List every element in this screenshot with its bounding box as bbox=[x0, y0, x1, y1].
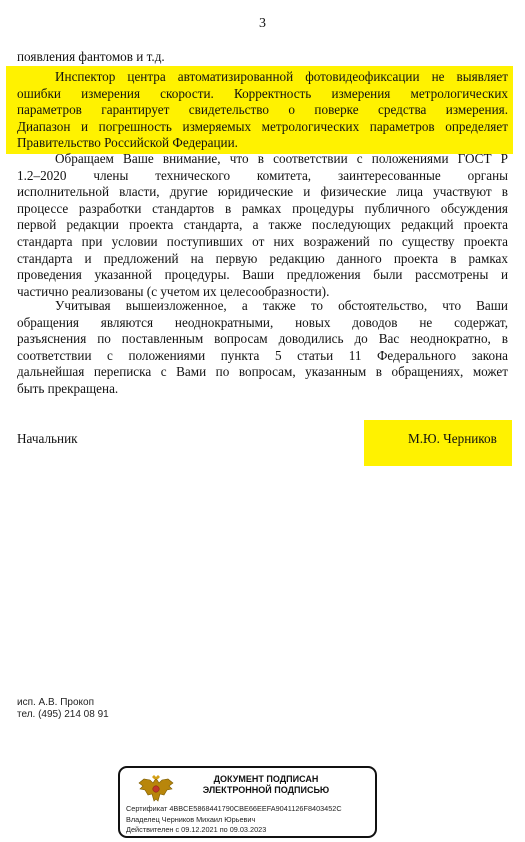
text-line: Учитывая вышеизложенное, а также то обстоятельство, что Ваши bbox=[55, 298, 508, 313]
stamp-validity: Действителен с 09.12.2021 по 09.03.2023 bbox=[126, 825, 267, 834]
text-line: проведения указанной процедуры. Ваши предложения были рассмотрены и bbox=[17, 267, 508, 283]
text-line: 1.2–2020 члены технического комитета, заинтересованные органы bbox=[17, 167, 508, 183]
signatory-name: М.Ю. Черников bbox=[408, 431, 497, 446]
signatory-position: Начальник bbox=[17, 431, 78, 446]
text-line: Диапазон и погрешность измеряемых метрологических параметров определяет bbox=[17, 118, 508, 134]
executor-name: исп. А.В. Прокоп bbox=[17, 697, 95, 708]
page-number: 3 bbox=[259, 16, 266, 31]
stamp-title bbox=[186, 774, 346, 796]
text-line: исполнительной власти, другие юридические и физические лица участвуют в bbox=[17, 184, 508, 200]
stamp-title-line: ЭЛЕКТРОННОЙ ПОДПИСЬЮ bbox=[202, 785, 330, 795]
text-line: Правительство Российской Федерации. bbox=[17, 135, 238, 151]
text-line: первой редакции проекта стандарта, а также последующих редакций проекта bbox=[17, 217, 508, 233]
text-line: стандарта при условии поступивших от них возражений по существу проекта bbox=[17, 233, 508, 249]
text-line: соответствии с положениями пункта 5 статьи 11 Федерального закона bbox=[17, 347, 508, 363]
coat-of-arms-icon bbox=[136, 774, 176, 804]
text-line: Инспектор центра автоматизированной фотовидеофиксации не выявляет bbox=[55, 69, 508, 84]
text-line: дальнейшая переписка с Вами по вопросам, указанным в обращениях, может bbox=[17, 364, 508, 380]
text-line: быть прекращена. bbox=[17, 380, 119, 396]
executor-info bbox=[17, 697, 109, 721]
paragraph-gost bbox=[17, 151, 508, 300]
text-line: стандарта и предложений на первую редакцию данного проекта в рамках bbox=[17, 250, 508, 266]
text-line: параметров гарантирует свидетельство о поверке средства измерения. bbox=[17, 102, 508, 118]
text-line: появления фантомов и т.д. bbox=[17, 49, 165, 64]
text-line: обращения являются неоднократными, новых доводов не содержат, bbox=[17, 314, 508, 330]
e-signature-stamp bbox=[118, 766, 377, 838]
stamp-details bbox=[126, 804, 342, 836]
stamp-title-line: ДОКУМЕНТ ПОДПИСАН bbox=[213, 774, 319, 784]
paragraph-continuation bbox=[17, 49, 508, 66]
stamp-certificate: Сертификат 4BBCE5868441790CBE66EEFA9041126F8403452C bbox=[126, 804, 342, 813]
executor-phone: тел. (495) 214 08 91 bbox=[17, 709, 109, 720]
text-line: Обращаем Ваше внимание, что в соответствии с положениями ГОСТ Р bbox=[55, 151, 508, 166]
text-line: ошибки измерения скорости. Корректность измерения метрологических bbox=[17, 85, 508, 101]
paragraph-inspector bbox=[17, 69, 508, 152]
paragraph-conclusion bbox=[17, 298, 508, 398]
text-line: частично реализованы (с учетом их целесообразности). bbox=[17, 283, 330, 299]
text-line: разъяснения по поставленным вопросам доводились до Вас неоднократно, в bbox=[17, 331, 508, 347]
stamp-owner: Владелец Черников Михаил Юрьевич bbox=[126, 814, 256, 824]
text-line: процессе разработки стандартов в рамках процедуры публичного обсуждения bbox=[17, 200, 508, 216]
